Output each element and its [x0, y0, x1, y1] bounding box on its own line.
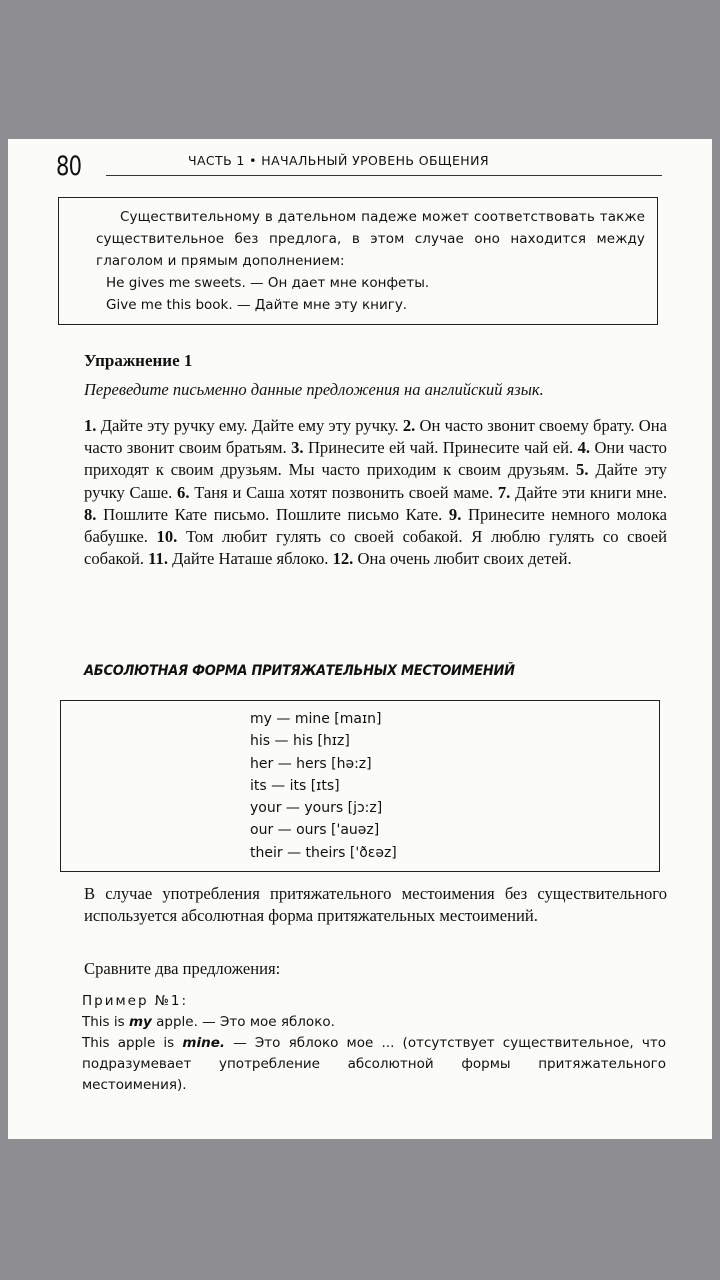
grammar-note-text: Существительному в дательном падеже может соответствовать также существительное без предлога, в этом случае оно находится между глаголом и прямым дополнением:	[96, 209, 645, 269]
exercise-item	[84, 416, 399, 435]
example-line-2: This apple is mine. — Это яблоко мое ... (отсутствует существительное, что подразумевает употребление абсолютной формы притяжательного местоимения).	[82, 1035, 666, 1093]
page-number: 80	[56, 151, 82, 182]
exercise-item-text: Дайте эту ручку ему. Дайте ему эту ручку.	[100, 416, 399, 435]
pronoun-row: their — theirs ['ðɛəz]	[250, 844, 397, 861]
grammar-note-example-2: Give me this book. — Дайте мне эту книгу.	[106, 297, 408, 313]
exercise-item	[177, 483, 493, 502]
pronoun-row: my — mine [maɪn]	[250, 711, 382, 727]
exercise-item-number: 8.	[84, 504, 97, 524]
running-head: ЧАСТЬ 1 • НАЧАЛЬНЫЙ УРОВЕНЬ ОБЩЕНИЯ	[188, 153, 489, 168]
exercise-item-text: Пошлите Кате письмо. Пошлите письмо Кате.	[103, 504, 443, 524]
exercise-item-number: 6.	[177, 482, 190, 502]
compare-prompt: Сравните два предложения:	[84, 959, 281, 978]
exercise-item-number: 1.	[84, 416, 97, 435]
pronoun-list	[250, 708, 397, 864]
pronoun-row: its — its [ɪts]	[250, 777, 340, 794]
exercise-item-text: Принесите ей чай. Принесите чай ей.	[307, 438, 574, 458]
exercise-item-number: 10.	[156, 527, 178, 547]
exercise-item-text: Он часто звонит своему брату. Она часто звонит своим братьям.	[84, 416, 667, 458]
pronoun-row: her — hers [hə:z]	[250, 755, 372, 772]
exercise-item	[333, 549, 572, 568]
section-title: АБСОЛЮТНАЯ ФОРМА ПРИТЯЖАТЕЛЬНЫХ МЕСТОИМЕНИЙ	[84, 663, 515, 679]
exercise-item	[84, 505, 442, 524]
exercise-item-text: Она очень любит своих детей.	[357, 549, 572, 569]
exercise-item-text: Принесите немного молока бабушке.	[84, 504, 667, 547]
exercise-item-text: Дайте Наташе яблоко.	[172, 549, 329, 569]
exercise-item-number: 5.	[576, 460, 589, 480]
pronoun-row: your — yours [jɔ:z]	[250, 800, 383, 817]
header-rule	[106, 175, 662, 176]
grammar-note-example-1: He gives me sweets. — Он дает мне конфеты.	[106, 275, 430, 291]
exercise-item-text: Том любит гулять со своей собакой. Я люблю гулять со своей собакой.	[84, 527, 668, 569]
exercise-item-text: Дайте эти книги мне.	[515, 482, 667, 502]
book-page	[8, 139, 712, 1139]
exercise-instruction: Переведите письменно данные предложения на английский язык.	[84, 380, 544, 399]
exercise-item-number: 2.	[402, 416, 416, 435]
example-heading: Пример №1:	[82, 993, 189, 1009]
exercise-item-text: Дайте эту ручку Саше.	[84, 460, 667, 502]
example-block	[82, 991, 666, 1096]
pronoun-row: his — his [hɪz]	[250, 733, 350, 750]
pronoun-row: our — ours ['auəz]	[250, 822, 380, 839]
exercise-item-number: 4.	[577, 438, 591, 458]
example-line-1: This is my apple. — Это мое яблоко.	[82, 1014, 335, 1030]
exercise-item-number: 7.	[497, 482, 511, 502]
exercise-item-text: Они часто приходят к своим друзьям. Мы часто приходим к своим друзьям.	[84, 438, 667, 480]
exercise-item	[148, 549, 328, 568]
explanation-paragraph: В случае употребления притяжательного местоимения без существительного используется абсолютная форма притяжательных местоимений.	[84, 884, 667, 926]
exercise-item-number: 12.	[332, 549, 354, 569]
exercise-item-text: Таня и Саша хотят позвонить своей маме.	[194, 482, 494, 502]
grammar-note-box	[58, 197, 658, 325]
exercise-item	[291, 438, 573, 457]
exercise-item-number: 9.	[448, 504, 462, 524]
pronoun-table-box	[60, 700, 660, 872]
exercise-item-number: 3.	[291, 438, 304, 458]
exercise-item	[498, 483, 667, 502]
exercise-title: Упражнение 1	[84, 351, 193, 370]
exercise-items	[84, 415, 667, 570]
exercise-item-number: 11.	[148, 549, 168, 569]
